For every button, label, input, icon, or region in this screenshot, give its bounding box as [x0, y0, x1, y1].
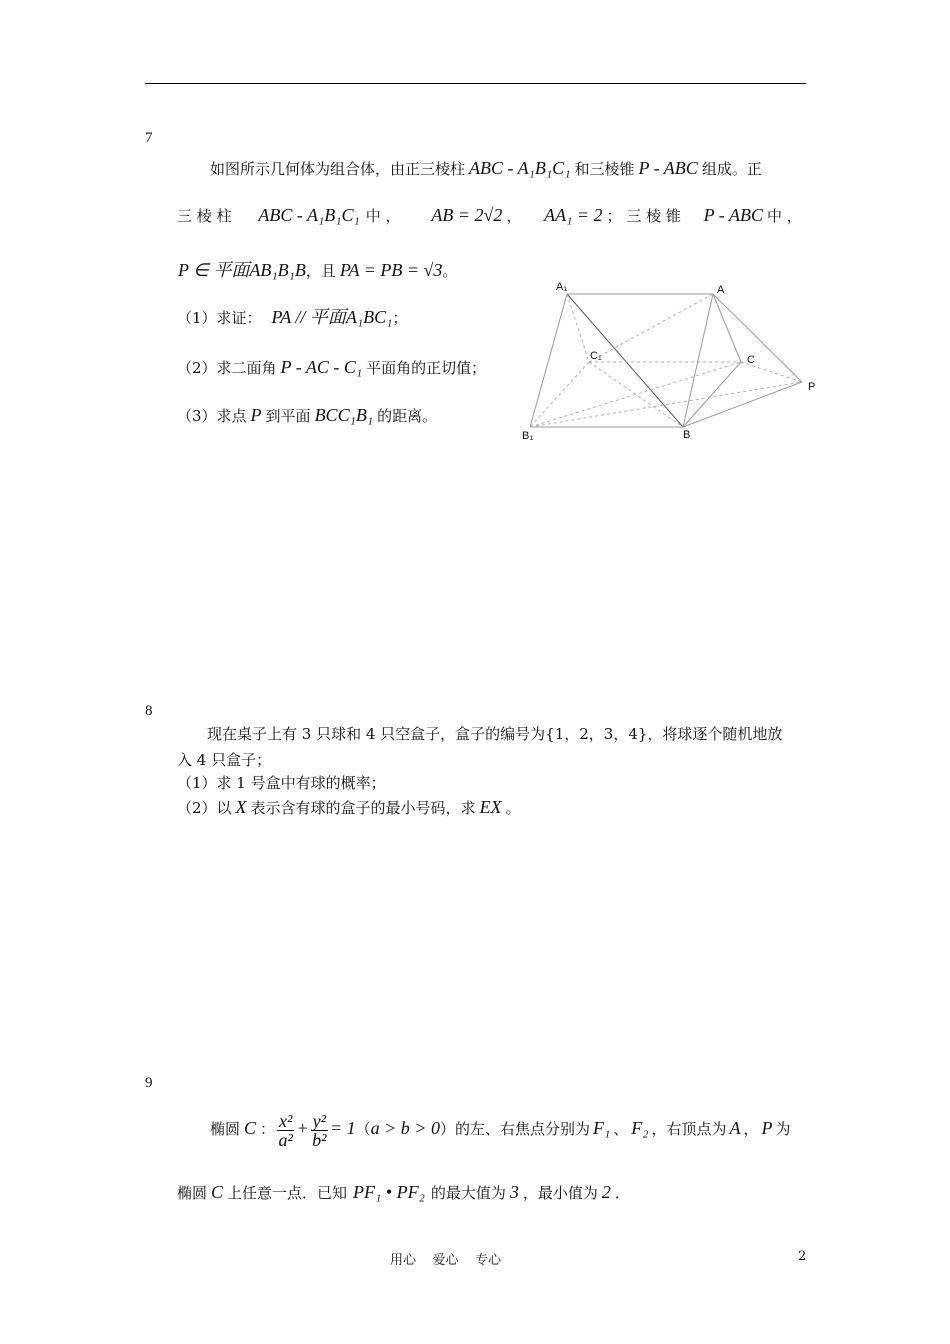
q8-line-1: 现在桌子上有 3 只球和 4 只空盒子，盒子的编号为{1，2，3，4}，将球逐个随机地放	[207, 725, 783, 743]
q9-text: ）的左、右焦点分别为	[439, 1120, 590, 1138]
q7-prism-formula: ABC - A₁B₁C₁	[469, 158, 571, 178]
q9-line-1	[210, 1110, 791, 1149]
q9-ellipse-c: C	[244, 1118, 257, 1138]
edge-b1-p	[530, 382, 802, 427]
label-a: A	[717, 284, 725, 296]
q9-text: 的最大值为	[430, 1184, 506, 1202]
q7-sub-2-label: （2）求二面角	[177, 359, 277, 377]
q9-plus: +	[296, 1118, 309, 1138]
q7-text: 平面角的正切值；	[366, 359, 487, 377]
solid-edges	[530, 294, 802, 427]
q9-condition: a > b > 0	[370, 1118, 440, 1138]
label-b: B	[683, 429, 691, 441]
q8-text: 。	[505, 799, 521, 817]
q7-text: ；	[392, 309, 408, 327]
q9-fraction-x	[277, 1112, 294, 1149]
q8-variable-x: X	[235, 797, 247, 817]
q9-a2: a²	[278, 1129, 293, 1150]
q9-dot-product: PF₁ • PF₂	[353, 1182, 425, 1202]
q7-text: 中 ，	[365, 207, 401, 225]
q7-text: 到平面	[265, 407, 311, 425]
q8-sub-2-label: （2）以	[177, 799, 232, 817]
question-9-number: 9	[145, 1075, 153, 1091]
q7-line-3	[178, 260, 457, 281]
q7-pa-pb: PA = PB = √3	[339, 260, 443, 280]
q9-ellipse-c: C	[211, 1182, 224, 1202]
q7-text: ； 三 棱 锥	[606, 207, 681, 225]
edge-a1-b	[567, 294, 683, 427]
q9-text: 上任意一点．已知	[227, 1184, 348, 1202]
edge-a1-c1	[567, 294, 589, 362]
q9-text: ：	[260, 1120, 276, 1138]
q7-text: ，且	[305, 262, 336, 280]
edge-b-c	[683, 362, 741, 427]
q9-text: ．	[614, 1184, 630, 1202]
q9-text: ，右顶点为	[651, 1120, 727, 1138]
q7-plane-formula: BCC₁B₁	[314, 405, 374, 425]
q8-sub-1: （1）求 1 号盒中有球的概率；	[177, 774, 386, 792]
label-c1: C₁	[590, 350, 602, 362]
q9-max-value: 3	[509, 1182, 519, 1202]
q9-vertex-a: A	[729, 1118, 741, 1138]
q9-text: 为	[775, 1120, 791, 1138]
q9-point-p: P	[761, 1118, 773, 1138]
q7-text: 的距离。	[377, 407, 438, 425]
geometry-figure	[515, 278, 825, 444]
edge-a-b	[683, 294, 713, 427]
q9-text: （	[355, 1120, 371, 1138]
q7-p-in-plane: P ∈ 平面AB₁B₁B	[178, 260, 306, 280]
q7-text: 中 ，	[766, 207, 802, 225]
question-7-number: 7	[145, 130, 153, 146]
q7-sub-3-label: （3）求点	[177, 407, 247, 425]
q9-text: 椭圆	[177, 1184, 208, 1202]
q7-line-2	[177, 205, 809, 226]
label-b1: B₁	[522, 430, 534, 442]
label-a1: A₁	[556, 281, 568, 293]
label-c: C	[747, 354, 755, 366]
q7-pyramid-formula: P - ABC	[638, 158, 698, 178]
q8-text: 表示含有球的盒子的最小号码，求	[250, 799, 476, 817]
label-p: P	[808, 381, 816, 393]
q7-text: 和三棱锥	[574, 160, 635, 178]
q7-text: 组成。正	[701, 160, 762, 178]
q7-ab-length: AB = 2√2	[431, 205, 503, 225]
q7-text: 。	[442, 262, 458, 280]
q7-sub-3	[177, 405, 437, 426]
q9-min-value: 2	[601, 1182, 611, 1202]
edge-a-c	[713, 294, 741, 362]
q9-equals-one: = 1	[329, 1118, 356, 1138]
q9-y2: y²	[312, 1110, 326, 1131]
q9-f2: F₂	[631, 1118, 649, 1138]
q9-text: 、	[613, 1120, 629, 1138]
q9-fraction-y	[311, 1112, 328, 1149]
q9-b2: b²	[312, 1129, 327, 1150]
q9-text: ，	[743, 1120, 759, 1138]
q7-prism-formula: ABC - A₁B₁C₁	[258, 205, 360, 225]
q7-text: 如图所示几何体为组合体，由正三棱柱	[210, 160, 466, 178]
header-rule	[145, 83, 806, 84]
q9-text: 椭圆	[210, 1120, 241, 1138]
question-8-number: 8	[145, 703, 153, 719]
q9-f1: F₁	[592, 1118, 611, 1138]
footer-motto: 用心 爱心 专心	[390, 1253, 502, 1268]
q8-expectation: EX	[479, 797, 502, 817]
q7-sub-2	[177, 357, 486, 378]
q7-sub-1-label: （1）求证：	[177, 309, 262, 327]
q8-sub-2	[177, 797, 521, 818]
q7-text: ，	[506, 207, 522, 225]
edge-c1-a	[589, 294, 713, 362]
q8-line-2: 入 4 只盒子；	[177, 751, 272, 769]
q7-sub-2-formula: P - AC - C₁	[280, 357, 363, 377]
q9-x2: x²	[279, 1110, 293, 1131]
q9-line-2	[177, 1182, 630, 1203]
page-number: 2	[798, 1249, 807, 1264]
q7-text: 三 棱 柱	[177, 207, 232, 225]
q7-aa1-length: AA₁ = 2	[544, 205, 603, 225]
q7-pyramid-formula: P - ABC	[703, 205, 763, 225]
q7-sub-1	[177, 307, 407, 328]
q9-text: ，最小值为	[522, 1184, 598, 1202]
edge-a-p	[713, 294, 802, 382]
q7-line-1	[210, 158, 762, 179]
q7-sub-1-formula: PA // 平面A₁BC₁	[271, 307, 393, 327]
edge-b-p	[683, 382, 802, 427]
q7-point-p: P	[250, 405, 262, 425]
